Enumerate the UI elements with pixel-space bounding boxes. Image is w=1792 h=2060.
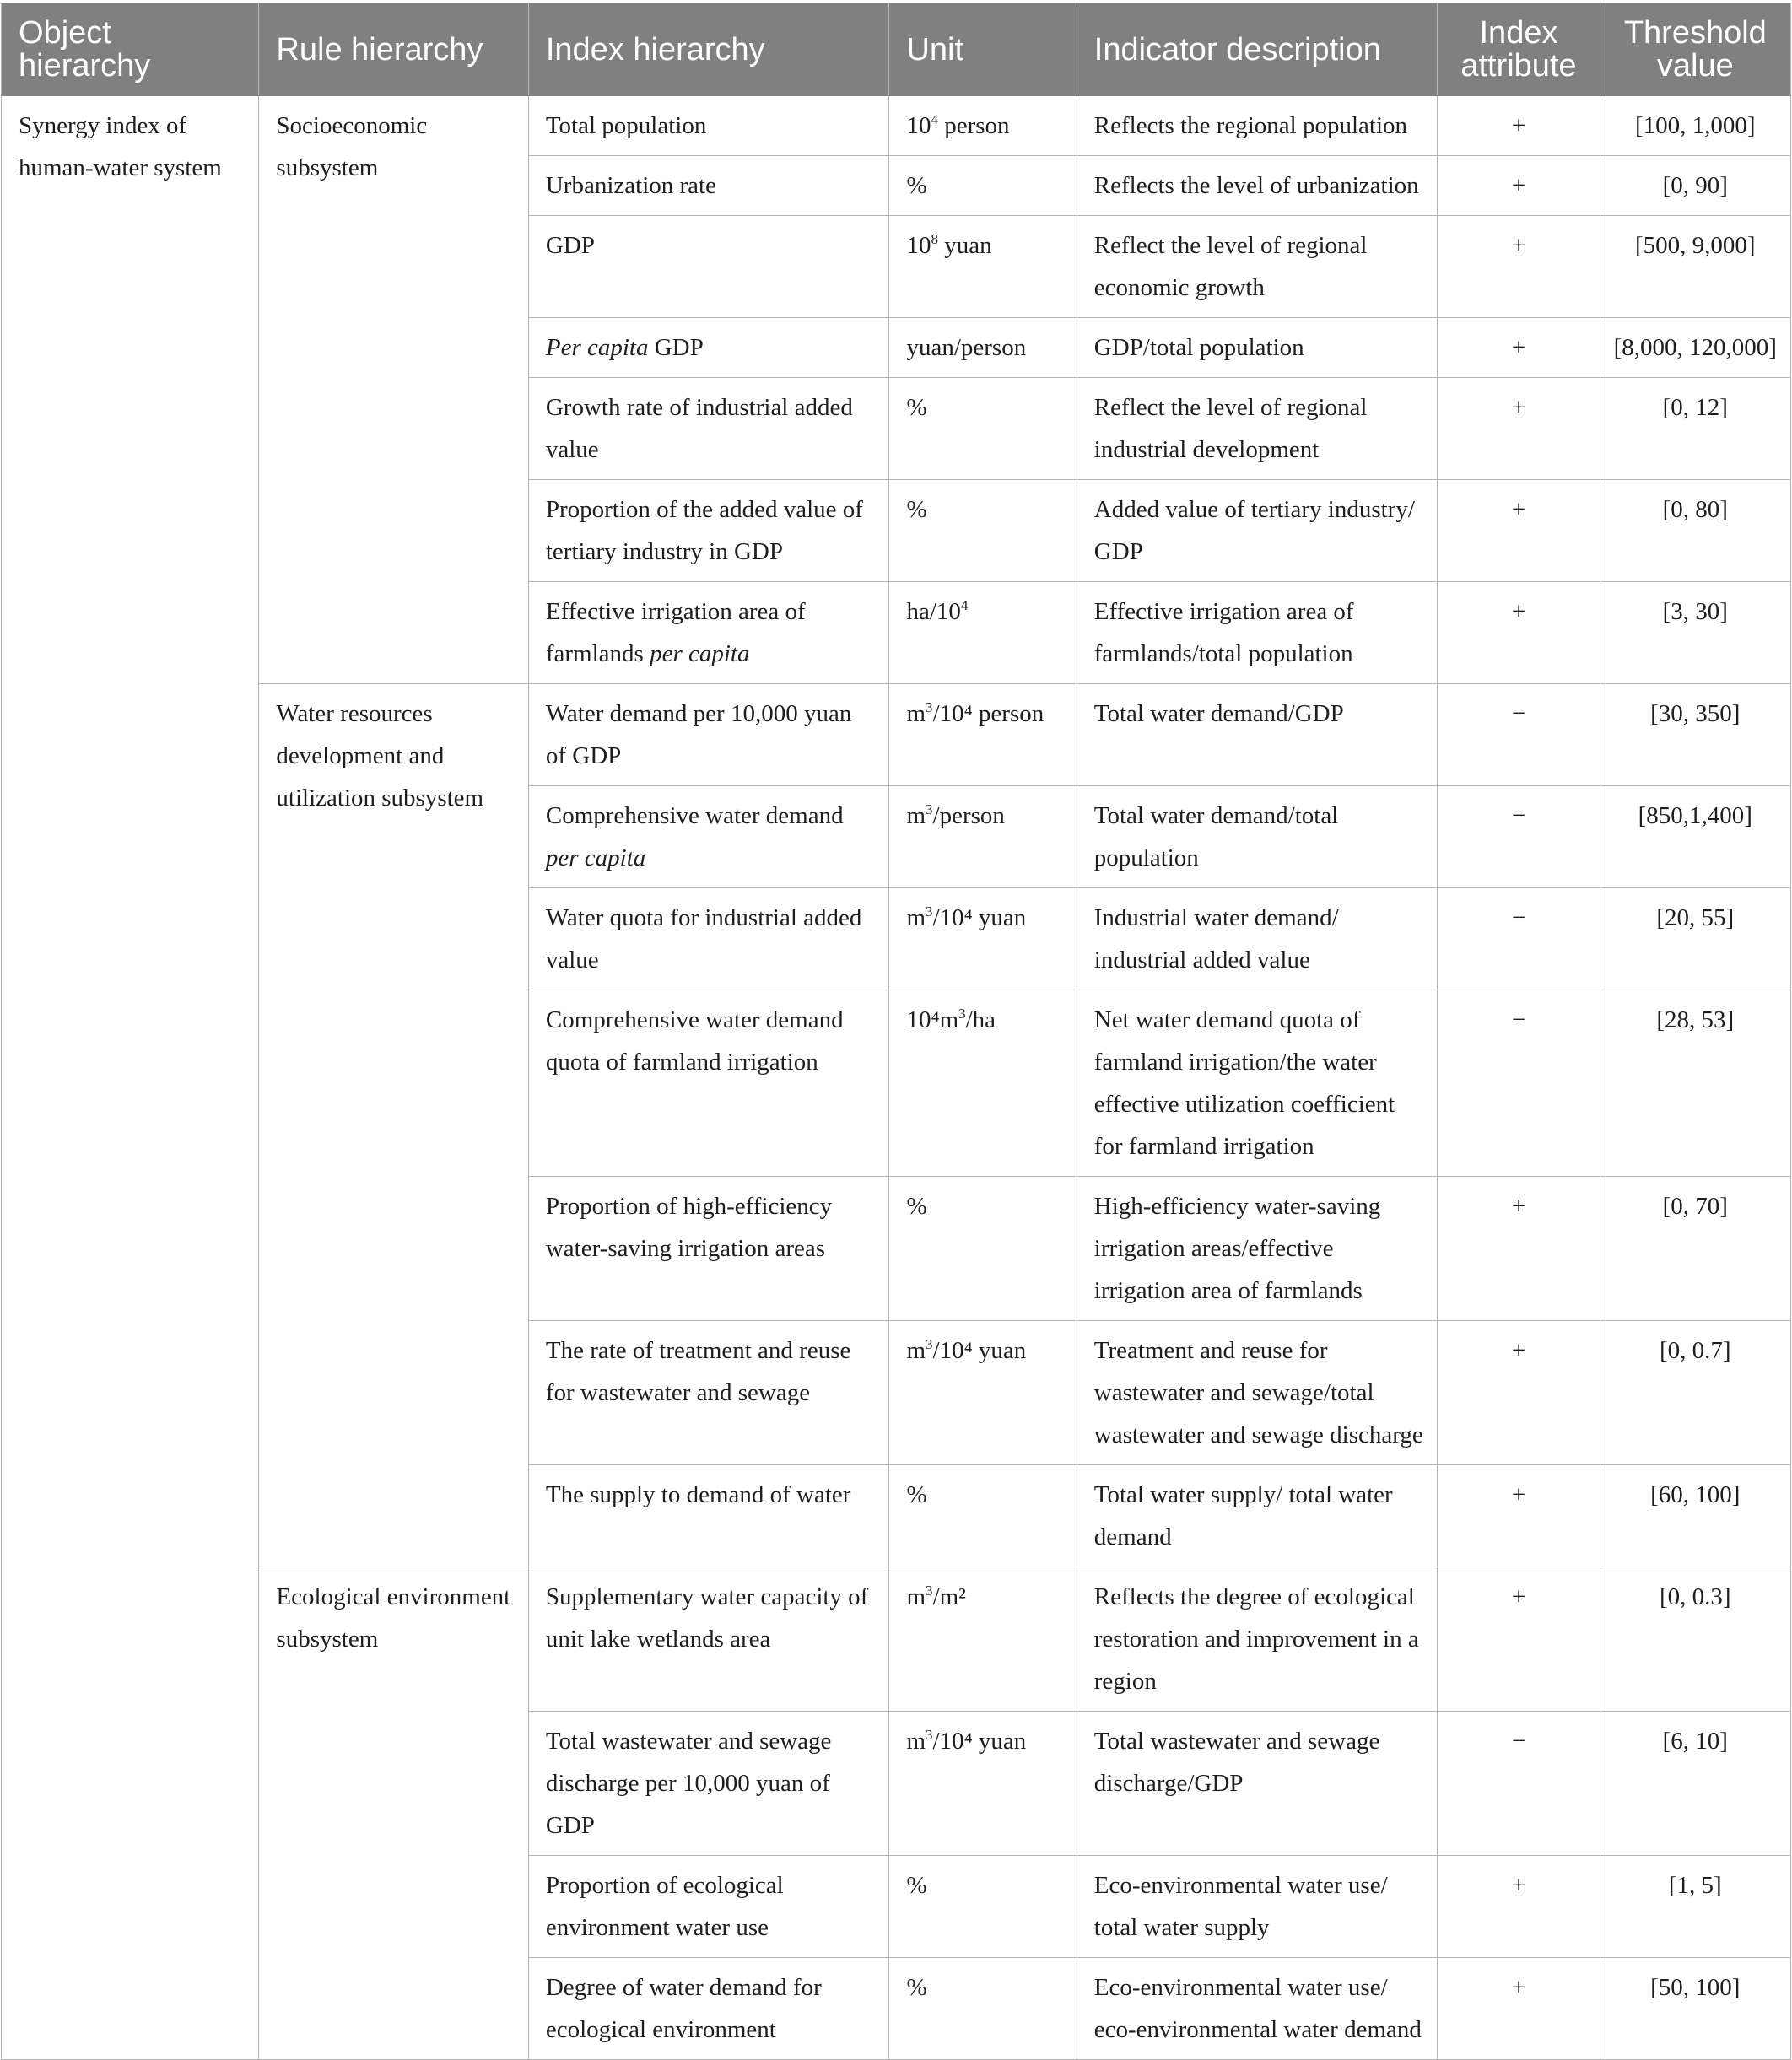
indicator-description-cell: Reflects the degree of ecological restoration and improvement in a region [1077,1567,1438,1712]
indicator-description-cell: Eco-environmental water use/ eco-environmental water demand [1077,1958,1438,2060]
unit-superscript: 3 [926,1727,933,1743]
index-attribute-cell: + [1438,1177,1600,1321]
unit-text: /10⁴ yuan [932,904,1027,931]
index-hierarchy-cell [528,1856,889,1958]
index-hierarchy-cell [528,990,889,1177]
rule-hierarchy-cell: Water resources development and utilization subsystem [259,684,528,1567]
threshold-value-cell: [0, 12] [1600,378,1790,480]
index-attribute-cell: + [1438,480,1600,582]
unit-text: /10⁴ person [932,700,1044,727]
indicator-description-cell: Total water supply/ total water demand [1077,1465,1438,1567]
index-text: Comprehensive water demand [545,802,844,829]
index-text: Total population [545,112,707,139]
indicator-description-cell: Added value of tertiary industry/ GDP [1077,480,1438,582]
index-hierarchy-cell [528,216,889,318]
table-header [2,4,1791,96]
index-italic-text: per capita [650,640,750,667]
threshold-value-cell: [1, 5] [1600,1856,1790,1958]
index-text: Water quota for industrial added value [545,904,862,973]
index-attribute-cell: − [1438,684,1600,786]
unit-cell [889,1712,1077,1856]
index-hierarchy-cell [528,318,889,378]
index-text: The supply to demand of water [545,1481,851,1508]
unit-text: m [906,1583,926,1610]
object-hierarchy-cell: Synergy index of human-water system [2,96,259,2060]
index-attribute-cell: + [1438,156,1600,216]
indicator-description-cell: Net water demand quota of farmland irrigation/the water effective utilization coefficient for farmland irrigation [1077,990,1438,1177]
unit-cell [889,1465,1077,1567]
index-text: Proportion of the added value of tertiary industry in GDP [545,496,863,565]
unit-text: % [906,1872,927,1899]
unit-superscript: 3 [958,1006,966,1022]
index-attribute-cell: + [1438,1465,1600,1567]
index-attribute-cell: + [1438,318,1600,378]
header-row [2,4,1791,96]
index-attribute-cell: − [1438,1712,1600,1856]
index-hierarchy-cell [528,1712,889,1856]
unit-cell [889,990,1077,1177]
unit-text: 10 [906,112,931,139]
threshold-value-cell: [100, 1,000] [1600,96,1790,156]
unit-cell [889,684,1077,786]
unit-cell [889,582,1077,684]
indicator-description-cell: Total water demand/GDP [1077,684,1438,786]
unit-text: /ha [965,1006,996,1033]
unit-text: /10⁴ yuan [932,1337,1027,1364]
header-unit: Unit [889,4,1077,96]
unit-text: person [937,112,1010,139]
index-attribute-cell: + [1438,1321,1600,1465]
index-italic-text: per capita [545,844,646,871]
unit-superscript: 3 [926,903,933,919]
index-hierarchy-cell [528,1958,889,2060]
index-hierarchy-cell [528,1321,889,1465]
index-hierarchy-cell [528,1465,889,1567]
index-attribute-cell: − [1438,786,1600,888]
index-italic-text: Per capita [545,334,649,361]
unit-cell [889,318,1077,378]
threshold-value-cell: [0, 80] [1600,480,1790,582]
table-row [2,96,1791,156]
unit-text: m [906,1728,926,1755]
threshold-value-cell: [20, 55] [1600,888,1790,990]
index-text: Supplementary water capacity of unit lake wetlands area [545,1583,869,1653]
threshold-value-cell: [50, 100] [1600,1958,1790,2060]
unit-cell [889,888,1077,990]
unit-text: ha/10 [906,598,961,625]
rule-hierarchy-cell: Ecological environment subsystem [259,1567,528,2060]
threshold-value-cell: [850,1,400] [1600,786,1790,888]
unit-cell [889,1321,1077,1465]
unit-text: yuan/person [906,334,1027,361]
indicator-description-cell: Reflects the level of urbanization [1077,156,1438,216]
threshold-value-cell: [500, 9,000] [1600,216,1790,318]
unit-text: % [906,496,927,523]
indicator-description-cell: Reflect the level of regional industrial development [1077,378,1438,480]
unit-text: m [906,802,926,829]
index-attribute-cell: + [1438,1567,1600,1712]
unit-cell [889,1177,1077,1321]
unit-superscript: 3 [926,1336,933,1352]
unit-cell [889,216,1077,318]
threshold-value-cell: [0, 70] [1600,1177,1790,1321]
unit-superscript: 3 [926,1583,933,1599]
unit-superscript: 4 [960,597,969,613]
index-text: Growth rate of industrial added value [545,394,853,463]
index-attribute-cell: − [1438,888,1600,990]
unit-text: 10⁴m [906,1006,959,1033]
index-text: Water demand per 10,000 yuan of GDP [545,700,852,769]
unit-cell [889,1567,1077,1712]
indicator-description-cell: Eco-environmental water use/ total water supply [1077,1856,1438,1958]
table-row [2,1567,1791,1712]
indicator-description-cell: Reflect the level of regional economic growth [1077,216,1438,318]
index-hierarchy-cell [528,582,889,684]
index-attribute-cell: + [1438,216,1600,318]
unit-cell [889,96,1077,156]
index-text: Proportion of high-efficiency water-saving irrigation areas [545,1193,833,1262]
table-row [2,684,1791,786]
unit-text: /person [932,802,1005,829]
header-index-hierarchy: Index hierarchy [528,4,889,96]
index-hierarchy-cell [528,888,889,990]
index-text: GDP [648,334,704,361]
index-text: Comprehensive water demand quota of farmland irrigation [545,1006,844,1076]
threshold-value-cell: [0, 0.7] [1600,1321,1790,1465]
index-text: Urbanization rate [545,172,716,199]
index-attribute-cell: + [1438,378,1600,480]
unit-text: m [906,1337,926,1364]
unit-cell [889,786,1077,888]
indicator-description-cell: Industrial water demand/ industrial added value [1077,888,1438,990]
threshold-value-cell: [30, 350] [1600,684,1790,786]
indicator-description-cell: Effective irrigation area of farmlands/total population [1077,582,1438,684]
unit-text: /10⁴ yuan [932,1728,1027,1755]
unit-text: m [906,904,926,931]
unit-text: % [906,394,927,421]
indicator-description-cell: Treatment and reuse for wastewater and sewage/total wastewater and sewage discharge [1077,1321,1438,1465]
unit-cell [889,1958,1077,2060]
index-text: Effective irrigation area of farmlands [545,598,806,667]
indicator-table [1,3,1791,2060]
unit-superscript: 8 [931,231,938,247]
indicator-description-cell: Total wastewater and sewage discharge/GDP [1077,1712,1438,1856]
rule-hierarchy-cell: Socioeconomic subsystem [259,96,528,684]
index-attribute-cell: − [1438,990,1600,1177]
index-text: Proportion of ecological environment water use [545,1872,784,1941]
header-indicator-description: Indicator description [1077,4,1438,96]
unit-text: % [906,1193,927,1220]
header-index-attribute: Index attribute [1438,4,1600,96]
threshold-value-cell: [8,000, 120,000] [1600,318,1790,378]
indicator-description-cell: GDP/total population [1077,318,1438,378]
index-attribute-cell: + [1438,1856,1600,1958]
threshold-value-cell: [28, 53] [1600,990,1790,1177]
unit-cell [889,1856,1077,1958]
unit-cell [889,378,1077,480]
unit-text: % [906,172,927,199]
threshold-value-cell: [0, 0.3] [1600,1567,1790,1712]
index-hierarchy-cell [528,1177,889,1321]
unit-superscript: 3 [926,801,933,817]
index-hierarchy-cell [528,684,889,786]
index-hierarchy-cell [528,1567,889,1712]
indicator-description-cell: High-efficiency water-saving irrigation areas/effective irrigation area of farmlands [1077,1177,1438,1321]
unit-text: yuan [937,232,992,259]
unit-superscript: 4 [931,111,938,127]
unit-text: % [906,1974,927,2001]
indicator-description-cell: Reflects the regional population [1077,96,1438,156]
header-object-hierarchy: Object hierarchy [2,4,259,96]
header-threshold-value: Threshold value [1600,4,1790,96]
header-rule-hierarchy: Rule hierarchy [259,4,528,96]
unit-cell [889,480,1077,582]
index-hierarchy-cell [528,156,889,216]
threshold-value-cell: [60, 100] [1600,1465,1790,1567]
threshold-value-cell: [6, 10] [1600,1712,1790,1856]
unit-superscript: 3 [926,699,933,715]
index-hierarchy-cell [528,786,889,888]
index-attribute-cell: + [1438,582,1600,684]
indicator-description-cell: Total water demand/total population [1077,786,1438,888]
index-text: GDP [545,232,595,259]
index-attribute-cell: + [1438,96,1600,156]
threshold-value-cell: [3, 30] [1600,582,1790,684]
table-body [2,96,1791,2060]
index-hierarchy-cell [528,480,889,582]
index-attribute-cell: + [1438,1958,1600,2060]
index-hierarchy-cell [528,96,889,156]
index-text: Total wastewater and sewage discharge per 10,000 yuan of GDP [545,1728,832,1839]
threshold-value-cell: [0, 90] [1600,156,1790,216]
index-text: The rate of treatment and reuse for wastewater and sewage [545,1337,851,1406]
unit-text: m [906,700,926,727]
index-hierarchy-cell [528,378,889,480]
unit-text: 10 [906,232,931,259]
unit-text: /m² [932,1583,966,1610]
unit-text: % [906,1481,927,1508]
index-text: Degree of water demand for ecological environment [545,1974,822,2043]
unit-cell [889,156,1077,216]
